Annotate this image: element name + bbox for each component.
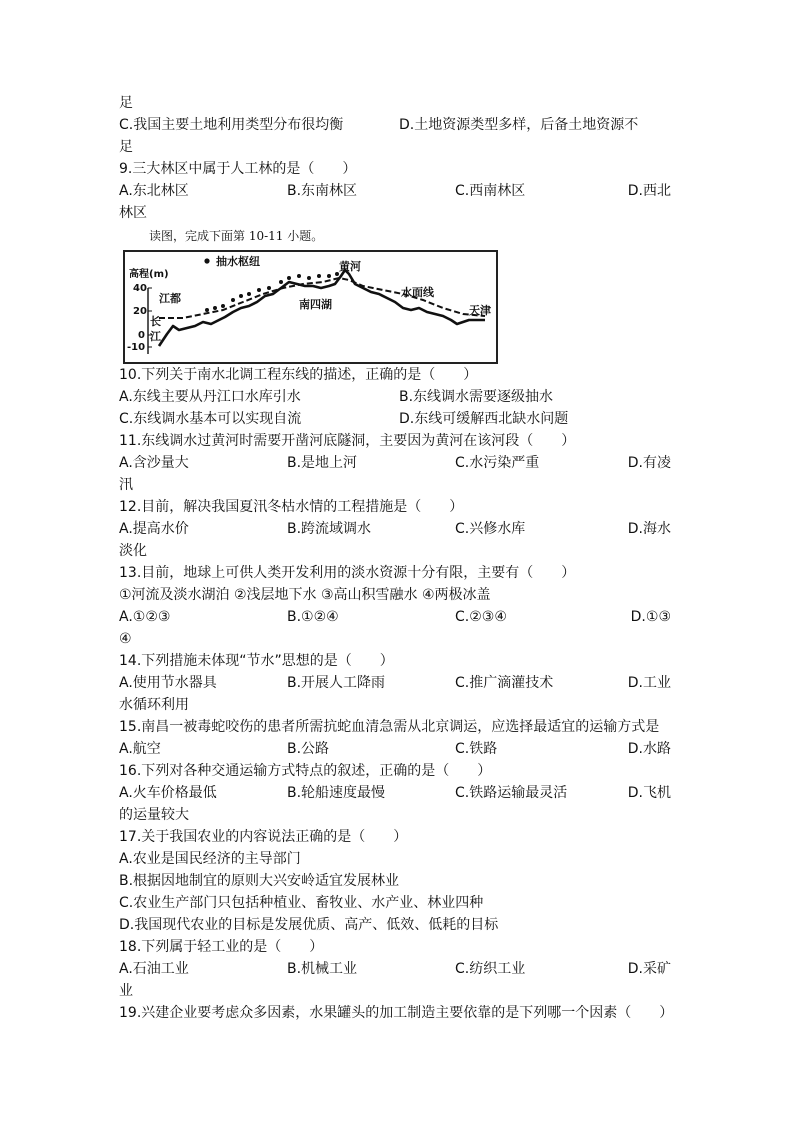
q9-stem: 9.三大林区中属于人工林的是（ ） [119,161,357,177]
yangtze-label-2: 江 [150,330,161,343]
q17-option-b: B.根据因地制宜的原则大兴安岭适宜发展林业 [119,873,400,889]
pump-dot [247,292,251,296]
q14-option-a: A.使用节水器具 [119,675,217,691]
pump-dot [231,298,235,302]
q10-option-a: A.东线主要从丹江口水库引水 [119,389,301,405]
q18-options [119,958,671,980]
east-route-profile-figure [123,250,498,364]
q13-option-c: C.②③④ [455,609,507,625]
q9-options [119,180,671,202]
q16-stem: 16.下列对各种交通运输方式特点的叙述，正确的是（ ） [119,763,492,779]
q14-option-d: D.工业 [627,675,671,691]
pump-dot [287,276,291,280]
q19-stem: 19.兴建企业要考虑众多因素，水果罐头的加工制造主要依靠的是下列哪一个因素（ ） [119,1005,674,1021]
q12-option-c: C.兴修水库 [455,521,526,537]
yellow-river-label: 黄河 [339,260,361,273]
pump-station-legend-dot [204,258,209,263]
pump-dot [205,308,209,312]
profile-diagram [123,250,498,364]
q14-option-c: C.推广滴灌技术 [455,675,554,691]
q12-option-a: A.提高水价 [119,521,189,537]
tianjin-label: 天津 [469,304,491,317]
q14-stem: 14.下列措施未体现“节水”思想的是（ ） [119,653,394,669]
q15-stem: 15.南昌一被毒蛇咬伤的患者所需抗蛇血清急需从北京调运，应选择最适宜的运输方式是 [119,719,660,735]
q10-options-cd [119,408,671,430]
q9-option-a: A.东北林区 [119,183,189,199]
yangtze-label-1: 长 [150,315,161,328]
legend-label: 抽水枢纽 [216,255,260,268]
q11-option-c: C.水污染严重 [455,455,540,471]
q17-option-d: D.我国现代农业的目标是发展优质、高产、低效、低耗的目标 [119,917,499,933]
q13-continuation: ④ [119,631,132,647]
tick-label-20: 20 [133,306,147,317]
q13-statements: ①河流及淡水湖泊 ②浅层地下水 ③高山积雪融水 ④两极冰盖 [119,587,491,603]
q10-option-c: C.东线调水基本可以实现自流 [119,411,302,427]
q12-option-b: B.跨流域调水 [287,521,372,537]
y-axis-label: 高程(m) [129,269,169,280]
q18-option-a: A.石油工业 [119,961,189,977]
q12-option-d: D.海水 [627,521,671,537]
water-line-label: 水面线 [401,286,434,299]
q9-continuation: 林区 [119,205,147,221]
pump-dot [239,294,243,298]
q11-stem: 11.东线调水过黄河时需要开凿河底隧洞，主要因为黄河在该河段（ ） [119,433,576,449]
tick-label-0: 0 [138,330,145,341]
figure-lead-text: 读图，完成下面第 10-11 小题。 [149,229,324,243]
q8-option-d: D.土地资源类型多样，后备土地资源不 [399,117,639,133]
q10-options-ab [119,386,671,408]
q16-option-b: B.轮船速度最慢 [287,785,386,801]
continuation-text: 足 [119,95,133,111]
q15-option-b: B.公路 [287,741,330,757]
q16-continuation: 的运量较大 [119,807,189,823]
q12-options [119,518,671,540]
q10-option-d: D.东线可缓解西北缺水问题 [399,411,569,427]
q8-options-cd [119,114,671,136]
q12-continuation: 淡化 [119,543,147,559]
pump-dot [221,304,225,308]
q16-options [119,782,671,804]
q18-option-d: D.采矿 [627,961,671,977]
q9-option-d: D.西北 [627,183,671,199]
q16-option-a: A.火车价格最低 [119,785,217,801]
q14-option-b: B.开展人工降雨 [287,675,386,691]
q11-options [119,452,671,474]
q15-option-d: D.水路 [627,741,671,757]
q8-option-c: C.我国主要土地利用类型分布很均衡 [119,117,344,133]
q11-option-a: A.含沙量大 [119,455,189,471]
pump-dot [213,306,217,310]
q12-stem: 12.目前，解决我国夏汛冬枯水情的工程措施是（ ） [119,499,464,515]
pump-dot [257,288,261,292]
tick-label-minus10: -10 [127,342,146,353]
q18-stem: 18.下列属于轻工业的是（ ） [119,939,324,955]
q17-stem: 17.关于我国农业的内容说法正确的是（ ） [119,829,408,845]
pump-dot [335,272,339,276]
pump-dot [317,274,321,278]
pump-dot [279,280,283,284]
q11-continuation: 汛 [119,477,133,493]
q16-option-d: D.飞机 [627,785,671,801]
q15-option-c: C.铁路 [455,741,498,757]
pump-dot [267,286,271,290]
exam-page [119,92,674,1024]
q18-option-b: B.机械工业 [287,961,358,977]
q10-stem: 10.下列关于南水北调工程东线的描述，正确的是（ ） [119,367,478,383]
q13-option-d: D.①③ [630,609,671,625]
pump-dot [307,276,311,280]
q13-option-a: A.①②③ [119,609,171,625]
pump-dot [327,274,331,278]
nansi-lake-label: 南四湖 [299,298,332,311]
q14-options [119,672,671,694]
q9-option-b: B.东南林区 [287,183,358,199]
q16-option-c: C.铁路运输最灵活 [455,785,568,801]
q18-continuation: 业 [119,983,133,999]
q18-option-c: C.纺织工业 [455,961,526,977]
q11-option-d: D.有凌 [627,455,671,471]
q8-continuation: 足 [119,139,133,155]
q17-option-a: A.农业是国民经济的主导部门 [119,851,301,867]
q11-option-b: B.是地上河 [287,455,358,471]
q9-option-c: C.西南林区 [455,183,526,199]
q13-option-b: B.①②④ [287,609,339,625]
q15-option-a: A.航空 [119,741,161,757]
q14-continuation: 水循环利用 [119,697,189,713]
q17-option-c: C.农业生产部门只包括种植业、畜牧业、水产业、林业四种 [119,895,484,911]
q15-options [119,738,671,760]
pump-dot [297,274,301,278]
tick-label-40: 40 [133,283,147,294]
q13-options [119,606,671,628]
q10-option-b: B.东线调水需要逐级抽水 [399,389,554,405]
jiangdu-label: 江都 [159,292,181,305]
q13-stem: 13.目前，地球上可供人类开发利用的淡水资源十分有限，主要有（ ） [119,565,576,581]
